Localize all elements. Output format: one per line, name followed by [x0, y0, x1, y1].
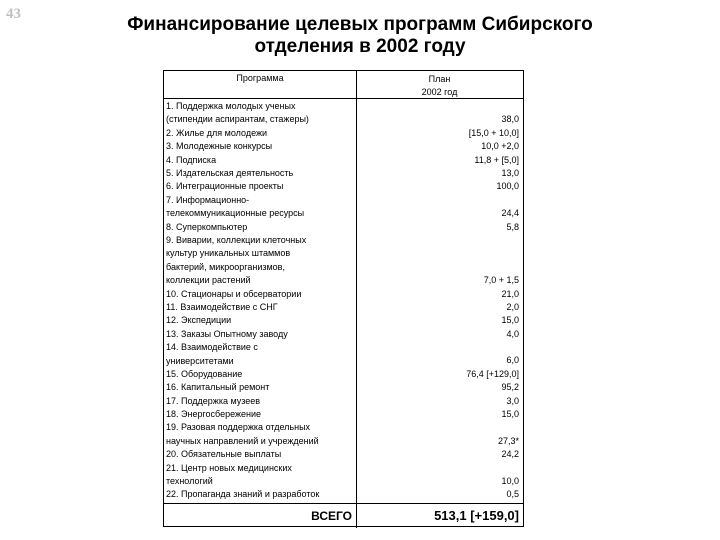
table-row	[164, 408, 523, 421]
program-name	[166, 127, 354, 140]
table-header	[164, 71, 523, 99]
slide-number: 43	[6, 6, 21, 22]
program-name	[166, 448, 354, 461]
plan-value: 5,8	[506, 221, 519, 232]
program-name-line: 15. Оборудование	[166, 368, 243, 379]
total-row	[164, 503, 523, 527]
program-name	[166, 301, 354, 314]
program-name	[166, 100, 354, 127]
program-name-line: 3. Молодежные конкурсы	[166, 141, 273, 152]
program-name	[166, 395, 354, 408]
program-name-line: 18. Энергосбережение	[166, 409, 262, 420]
program-name-line: (стипендии аспирантам, стажеры)	[166, 114, 309, 125]
program-name-line: 14. Взаимодействие с	[166, 342, 258, 353]
page-title-line-1: Финансирование целевых программ Сибирского	[127, 14, 593, 35]
table-row	[164, 421, 523, 448]
table-body	[164, 100, 523, 502]
plan-value: 24,2	[501, 449, 519, 460]
plan-value: 11,8 + [5,0]	[474, 154, 519, 165]
program-name-line: 20. Обязательные выплаты	[166, 449, 282, 460]
plan-value: 15,0	[501, 409, 519, 420]
program-name	[166, 140, 354, 153]
plan-value: 27,3*	[497, 435, 519, 446]
program-name-line: 9. Виварии, коллекции клеточных	[166, 234, 307, 245]
program-name-line: 5. Издательская деятельность	[166, 167, 294, 178]
program-name	[166, 381, 354, 394]
plan-value: 3,0	[506, 395, 519, 406]
program-name	[166, 368, 354, 381]
program-name	[166, 421, 354, 448]
plan-value: 38,0	[501, 114, 519, 125]
table-row	[164, 180, 523, 193]
table-row	[164, 462, 523, 489]
plan-value: [15,0 + 10,0]	[468, 127, 519, 138]
program-name-line: 11. Взаимодействие с СНГ	[166, 301, 278, 312]
table-row	[164, 288, 523, 301]
program-name-line: университетами	[166, 355, 234, 366]
table-row	[164, 234, 523, 288]
table-row	[164, 368, 523, 381]
program-name	[166, 167, 354, 180]
program-name-line: телекоммуникационные ресурсы	[166, 208, 305, 219]
table-row	[164, 328, 523, 341]
plan-value: 100,0	[496, 181, 519, 192]
program-name-line: 17. Поддержка музеев	[166, 395, 261, 406]
plan-value: 21,0	[501, 288, 519, 299]
program-name	[166, 288, 354, 301]
program-name	[166, 408, 354, 421]
program-name-line: научных направлений и учреждений	[166, 435, 319, 446]
page-title	[60, 14, 660, 58]
program-name-line: культур уникальных штаммов	[166, 248, 291, 259]
total-label: ВСЕГО	[311, 509, 352, 523]
program-name-line: 13. Заказы Опытному заводу	[166, 328, 288, 339]
header-plan-line-2: 2002 год	[421, 87, 458, 97]
plan-value: 24,4	[501, 208, 519, 219]
header-plan	[356, 73, 523, 99]
plan-value: 10,0 +2,0	[481, 141, 519, 152]
program-name	[166, 462, 354, 489]
program-name	[166, 221, 354, 234]
program-name-line: 4. Подписка	[166, 154, 217, 165]
header-program: Программа	[236, 73, 284, 83]
program-name	[166, 180, 354, 193]
table-row	[164, 488, 523, 501]
plan-value: 10,0	[501, 476, 519, 487]
program-name-line: бактерий, микроорганизмов,	[166, 261, 285, 272]
plan-value: 0,5	[506, 489, 519, 500]
plan-value: 7,0 + 1,5	[483, 275, 519, 286]
program-name-line: 2. Жилье для молодежи	[166, 127, 268, 138]
program-name-line: технологий	[166, 476, 213, 487]
table-row	[164, 127, 523, 140]
program-name-line: 21. Центр новых медицинских	[166, 462, 292, 473]
plan-value: 6,0	[506, 355, 519, 366]
plan-value: 13,0	[501, 167, 519, 178]
program-name	[166, 341, 354, 368]
program-name	[166, 234, 354, 288]
plan-value: 15,0	[501, 315, 519, 326]
table-row	[164, 448, 523, 461]
plan-value: 2,0	[506, 301, 519, 312]
table-row	[164, 301, 523, 314]
funding-table	[163, 70, 524, 527]
total-value: 513,1 [+159,0]	[434, 508, 519, 523]
program-name-line: 6. Интеграционные проекты	[166, 181, 284, 192]
page-title-line-2: отделения в 2002 году	[254, 36, 466, 57]
plan-value: 95,2	[501, 382, 519, 393]
program-name	[166, 314, 354, 327]
table-row	[164, 314, 523, 327]
program-name-line: 1. Поддержка молодых ученых	[166, 101, 296, 111]
table-row	[164, 140, 523, 153]
table-row	[164, 381, 523, 394]
program-name-line: 8. Суперкомпьютер	[166, 221, 248, 232]
table-row	[164, 154, 523, 167]
table-row	[164, 194, 523, 221]
program-name-line: 16. Капитальный ремонт	[166, 382, 270, 393]
header-plan-line-1: План	[428, 74, 451, 84]
table-row	[164, 395, 523, 408]
program-name	[166, 154, 354, 167]
program-name-line: 22. Пропаганда знаний и разработок	[166, 489, 320, 500]
table-row	[164, 221, 523, 234]
plan-value: 76,4 [+129,0]	[466, 368, 519, 379]
program-name	[166, 328, 354, 341]
table-row	[164, 167, 523, 180]
program-name-line: 7. Информационно-	[166, 194, 250, 205]
program-name-line: 12. Экспедиции	[166, 315, 232, 326]
table-row	[164, 341, 523, 368]
program-name	[166, 194, 354, 221]
table-row	[164, 100, 523, 127]
plan-value: 4,0	[506, 328, 519, 339]
program-name-line: 19. Разовая поддержка отдельных	[166, 422, 311, 433]
program-name-line: 10. Стационары и обсерватории	[166, 288, 302, 299]
program-name-line: коллекции растений	[166, 275, 251, 286]
program-name	[166, 488, 354, 501]
